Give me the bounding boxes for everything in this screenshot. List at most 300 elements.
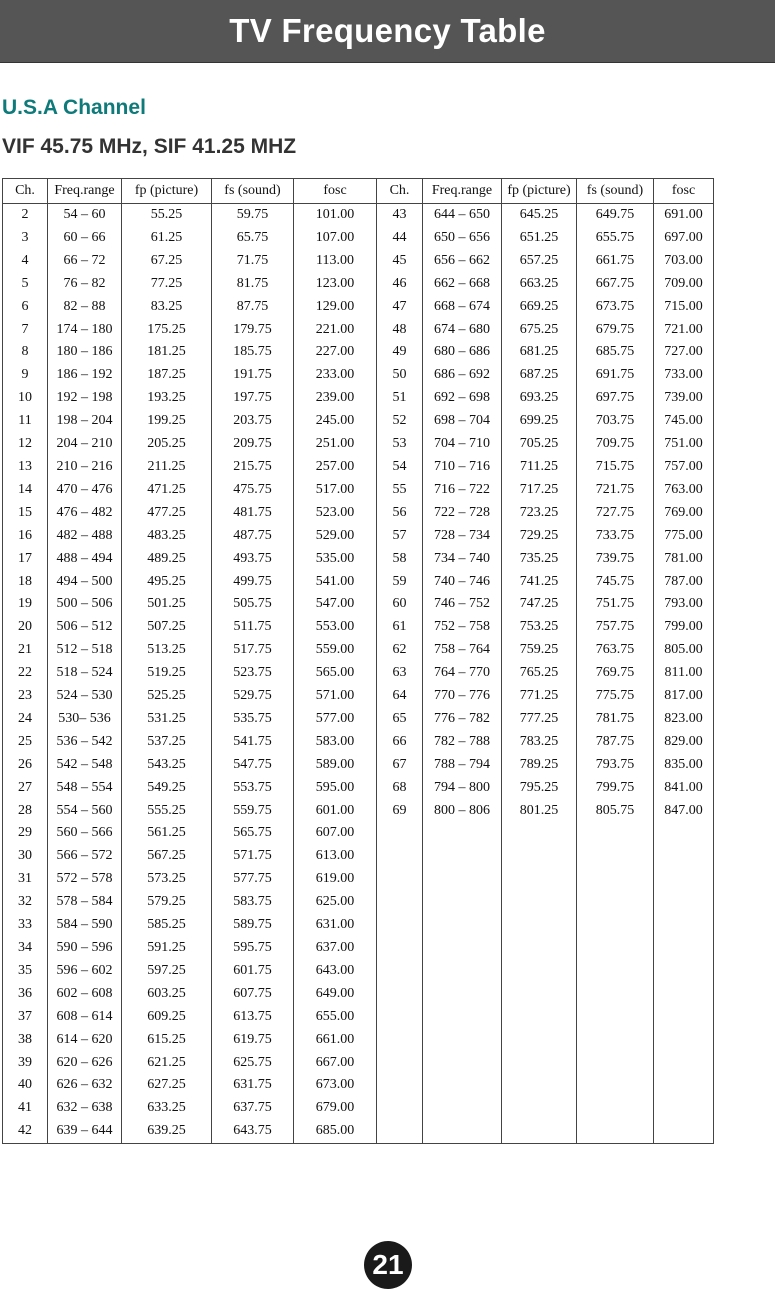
table-row: [3, 868, 714, 891]
table-cell: [654, 1006, 714, 1029]
table-cell: 36: [3, 983, 48, 1006]
table-cell: [423, 845, 502, 868]
table-cell: 769.75: [577, 662, 654, 685]
table-cell: [423, 868, 502, 891]
table-cell: [423, 914, 502, 937]
table-cell: 26: [3, 754, 48, 777]
table-row: [3, 891, 714, 914]
table-cell: 59.75: [212, 204, 294, 227]
table-cell: [502, 983, 577, 1006]
table-cell: 805.00: [654, 639, 714, 662]
table-cell: 699.25: [502, 410, 577, 433]
table-cell: 470 – 476: [48, 479, 122, 502]
table-cell: 47: [377, 296, 423, 319]
table-cell: 758 – 764: [423, 639, 502, 662]
table-cell: [423, 891, 502, 914]
table-cell: 632 – 638: [48, 1097, 122, 1120]
table-cell: 251.00: [294, 433, 377, 456]
table-cell: 239.00: [294, 387, 377, 410]
table-cell: 186 – 192: [48, 364, 122, 387]
table-cell: 609.25: [122, 1006, 212, 1029]
table-cell: 542 – 548: [48, 754, 122, 777]
table-cell: 770 – 776: [423, 685, 502, 708]
table-cell: [502, 891, 577, 914]
table-cell: 83.25: [122, 296, 212, 319]
table-cell: 25: [3, 731, 48, 754]
table-cell: 739.75: [577, 548, 654, 571]
table-cell: 543.25: [122, 754, 212, 777]
table-cell: 34: [3, 937, 48, 960]
table-cell: 794 – 800: [423, 777, 502, 800]
table-cell: 35: [3, 960, 48, 983]
table-cell: [654, 960, 714, 983]
table-cell: 193.25: [122, 387, 212, 410]
table-row: [3, 548, 714, 571]
table-cell: [654, 1097, 714, 1120]
table-cell: 481.75: [212, 502, 294, 525]
table-cell: 621.25: [122, 1052, 212, 1075]
table-cell: 517.00: [294, 479, 377, 502]
table-cell: 529.00: [294, 525, 377, 548]
table-cell: 751.00: [654, 433, 714, 456]
table-cell: 608 – 614: [48, 1006, 122, 1029]
table-cell: [423, 960, 502, 983]
table-cell: 192 – 198: [48, 387, 122, 410]
column-header: fosc: [294, 179, 377, 204]
table-cell: 547.00: [294, 593, 377, 616]
table-cell: 199.25: [122, 410, 212, 433]
table-cell: 56: [377, 502, 423, 525]
table-cell: 501.25: [122, 593, 212, 616]
column-header: Ch.: [3, 179, 48, 204]
table-cell: 801.25: [502, 800, 577, 823]
table-cell: 32: [3, 891, 48, 914]
column-header: Freq.range: [423, 179, 502, 204]
table-cell: 87.75: [212, 296, 294, 319]
table-cell: 667.00: [294, 1052, 377, 1075]
table-cell: 477.25: [122, 502, 212, 525]
table-cell: 227.00: [294, 341, 377, 364]
table-cell: 788 – 794: [423, 754, 502, 777]
table-cell: 10: [3, 387, 48, 410]
table-cell: 489.25: [122, 548, 212, 571]
table-row: [3, 456, 714, 479]
table-cell: 567.25: [122, 845, 212, 868]
table-cell: 5: [3, 273, 48, 296]
table-row: [3, 914, 714, 937]
table-cell: [654, 1052, 714, 1075]
table-cell: 8: [3, 341, 48, 364]
table-row: [3, 1097, 714, 1120]
table-cell: 631.00: [294, 914, 377, 937]
table-cell: 620 – 626: [48, 1052, 122, 1075]
table-cell: 615.25: [122, 1029, 212, 1052]
table-cell: 33: [3, 914, 48, 937]
table-row: [3, 960, 714, 983]
table-cell: 554 – 560: [48, 800, 122, 823]
table-cell: 705.25: [502, 433, 577, 456]
table-cell: [502, 1052, 577, 1075]
table-cell: 740 – 746: [423, 571, 502, 594]
table-cell: 12: [3, 433, 48, 456]
table-cell: [377, 1097, 423, 1120]
table-cell: 519.25: [122, 662, 212, 685]
table-cell: 54: [377, 456, 423, 479]
table-cell: 537.25: [122, 731, 212, 754]
table-cell: 685.75: [577, 341, 654, 364]
table-cell: 625.75: [212, 1052, 294, 1075]
table-cell: 717.25: [502, 479, 577, 502]
table-cell: 722 – 728: [423, 502, 502, 525]
table-cell: 179.75: [212, 319, 294, 342]
table-cell: [654, 1029, 714, 1052]
table-cell: 210 – 216: [48, 456, 122, 479]
table-cell: [377, 1029, 423, 1052]
table-cell: [577, 960, 654, 983]
table-cell: 191.75: [212, 364, 294, 387]
table-cell: 59: [377, 571, 423, 594]
table-cell: 51: [377, 387, 423, 410]
table-cell: [577, 983, 654, 1006]
table-cell: 555.25: [122, 800, 212, 823]
table-cell: 681.25: [502, 341, 577, 364]
table-cell: 799.00: [654, 616, 714, 639]
table-cell: [502, 822, 577, 845]
table-cell: [377, 1052, 423, 1075]
table-cell: 697.00: [654, 227, 714, 250]
table-cell: 7: [3, 319, 48, 342]
table-cell: 711.25: [502, 456, 577, 479]
table-cell: 24: [3, 708, 48, 731]
table-cell: 613.00: [294, 845, 377, 868]
table-cell: 129.00: [294, 296, 377, 319]
table-cell: 14: [3, 479, 48, 502]
table-cell: [502, 1029, 577, 1052]
table-cell: 482 – 488: [48, 525, 122, 548]
table-cell: 739.00: [654, 387, 714, 410]
table-cell: [577, 1074, 654, 1097]
table-cell: 781.00: [654, 548, 714, 571]
table-cell: 15: [3, 502, 48, 525]
table-cell: [502, 1120, 577, 1143]
table-cell: 65: [377, 708, 423, 731]
table-cell: 499.75: [212, 571, 294, 594]
table-cell: 679.00: [294, 1097, 377, 1120]
table-cell: 847.00: [654, 800, 714, 823]
table-cell: 560 – 566: [48, 822, 122, 845]
table-cell: 753.25: [502, 616, 577, 639]
table-cell: 67: [377, 754, 423, 777]
table-cell: [377, 1006, 423, 1029]
table-cell: 735.25: [502, 548, 577, 571]
table-cell: 3: [3, 227, 48, 250]
table-cell: 817.00: [654, 685, 714, 708]
table-row: [3, 479, 714, 502]
table-cell: [654, 1120, 714, 1143]
table-cell: 518 – 524: [48, 662, 122, 685]
table-row: [3, 273, 714, 296]
table-cell: 734 – 740: [423, 548, 502, 571]
table-cell: 17: [3, 548, 48, 571]
table-row: [3, 1029, 714, 1052]
table-row: [3, 800, 714, 823]
table-cell: 584 – 590: [48, 914, 122, 937]
table-cell: [654, 822, 714, 845]
table-cell: [577, 1029, 654, 1052]
table-row: [3, 571, 714, 594]
table-cell: [423, 983, 502, 1006]
table-cell: 57: [377, 525, 423, 548]
table-cell: [502, 1074, 577, 1097]
table-cell: [577, 891, 654, 914]
table-cell: 823.00: [654, 708, 714, 731]
table-cell: 571.75: [212, 845, 294, 868]
table-cell: 50: [377, 364, 423, 387]
table-row: [3, 616, 714, 639]
table-cell: [377, 983, 423, 1006]
table-cell: 559.75: [212, 800, 294, 823]
table-cell: 673.75: [577, 296, 654, 319]
column-header: fosc: [654, 179, 714, 204]
table-cell: 763.00: [654, 479, 714, 502]
table-cell: 572 – 578: [48, 868, 122, 891]
table-row: [3, 937, 714, 960]
table-cell: 107.00: [294, 227, 377, 250]
table-row: [3, 731, 714, 754]
table-cell: [502, 937, 577, 960]
table-cell: 639 – 644: [48, 1120, 122, 1143]
table-cell: 775.00: [654, 525, 714, 548]
table-cell: 60: [377, 593, 423, 616]
table-cell: 488 – 494: [48, 548, 122, 571]
page-title: TV Frequency Table: [229, 12, 546, 49]
table-cell: [502, 960, 577, 983]
table-cell: 771.25: [502, 685, 577, 708]
table-row: [3, 525, 714, 548]
table-cell: 76 – 82: [48, 273, 122, 296]
table-cell: 113.00: [294, 250, 377, 273]
table-row: [3, 662, 714, 685]
table-cell: 44: [377, 227, 423, 250]
page-number: 21: [372, 1249, 404, 1280]
table-cell: 565.00: [294, 662, 377, 685]
table-cell: 727.00: [654, 341, 714, 364]
table-cell: 693.25: [502, 387, 577, 410]
table-cell: 741.25: [502, 571, 577, 594]
table-cell: 745.00: [654, 410, 714, 433]
table-cell: 579.25: [122, 891, 212, 914]
table-cell: 571.00: [294, 685, 377, 708]
table-cell: 751.75: [577, 593, 654, 616]
table-header-row: [3, 179, 714, 204]
table-cell: 185.75: [212, 341, 294, 364]
table-cell: 52: [377, 410, 423, 433]
column-header: Freq.range: [48, 179, 122, 204]
table-cell: [423, 1097, 502, 1120]
table-cell: 709.00: [654, 273, 714, 296]
table-row: [3, 204, 714, 227]
table-cell: 561.25: [122, 822, 212, 845]
frequency-table: [2, 178, 714, 1144]
table-cell: 793.00: [654, 593, 714, 616]
frequency-subtitle: VIF 45.75 MHz, SIF 41.25 MHZ: [2, 135, 297, 158]
table-cell: 559.00: [294, 639, 377, 662]
table-cell: [577, 1006, 654, 1029]
table-cell: 800 – 806: [423, 800, 502, 823]
table-cell: 471.25: [122, 479, 212, 502]
table-cell: 829.00: [654, 731, 714, 754]
table-cell: 549.25: [122, 777, 212, 800]
table-cell: 781.75: [577, 708, 654, 731]
table-cell: [654, 1074, 714, 1097]
table-cell: 692 – 698: [423, 387, 502, 410]
table-cell: 631.75: [212, 1074, 294, 1097]
table-cell: 30: [3, 845, 48, 868]
table-cell: 175.25: [122, 319, 212, 342]
table-cell: 233.00: [294, 364, 377, 387]
table-row: [3, 387, 714, 410]
table-cell: [502, 1097, 577, 1120]
table-row: [3, 1074, 714, 1097]
table-cell: 626 – 632: [48, 1074, 122, 1097]
table-cell: [654, 983, 714, 1006]
table-cell: 69: [377, 800, 423, 823]
table-cell: 613.75: [212, 1006, 294, 1029]
table-cell: 180 – 186: [48, 341, 122, 364]
table-cell: 66 – 72: [48, 250, 122, 273]
table-cell: 63: [377, 662, 423, 685]
table-cell: 535.75: [212, 708, 294, 731]
table-cell: 680 – 686: [423, 341, 502, 364]
table-row: [3, 1052, 714, 1075]
table-cell: 757.00: [654, 456, 714, 479]
table-cell: 795.25: [502, 777, 577, 800]
table-cell: 523.75: [212, 662, 294, 685]
table-cell: 529.75: [212, 685, 294, 708]
table-cell: 668 – 674: [423, 296, 502, 319]
table-cell: 506 – 512: [48, 616, 122, 639]
table-cell: [423, 1006, 502, 1029]
table-cell: 805.75: [577, 800, 654, 823]
column-header: fs (sound): [577, 179, 654, 204]
table-cell: [577, 914, 654, 937]
table-cell: 710 – 716: [423, 456, 502, 479]
table-row: [3, 227, 714, 250]
table-cell: 669.25: [502, 296, 577, 319]
table-cell: 531.25: [122, 708, 212, 731]
table-cell: 619.00: [294, 868, 377, 891]
table-cell: 37: [3, 1006, 48, 1029]
table-cell: 727.75: [577, 502, 654, 525]
table-cell: 764 – 770: [423, 662, 502, 685]
table-row: [3, 639, 714, 662]
table-cell: 483.25: [122, 525, 212, 548]
table-cell: 752 – 758: [423, 616, 502, 639]
table-cell: [423, 937, 502, 960]
table-row: [3, 1120, 714, 1143]
table-cell: 687.25: [502, 364, 577, 387]
table-cell: 209.75: [212, 433, 294, 456]
table-cell: 215.75: [212, 456, 294, 479]
table-cell: [577, 845, 654, 868]
table-cell: 590 – 596: [48, 937, 122, 960]
table-cell: 703.75: [577, 410, 654, 433]
table-row: [3, 822, 714, 845]
table-cell: 512 – 518: [48, 639, 122, 662]
table-cell: 733.75: [577, 525, 654, 548]
table-cell: 698 – 704: [423, 410, 502, 433]
table-row: [3, 296, 714, 319]
table-cell: 511.75: [212, 616, 294, 639]
table-cell: 607.75: [212, 983, 294, 1006]
table-cell: 763.75: [577, 639, 654, 662]
table-cell: [377, 822, 423, 845]
table-cell: [423, 1120, 502, 1143]
table-cell: 9: [3, 364, 48, 387]
table-cell: [377, 937, 423, 960]
table-cell: 686 – 692: [423, 364, 502, 387]
page-number-badge: [364, 1241, 412, 1289]
table-cell: 475.75: [212, 479, 294, 502]
table-cell: 585.25: [122, 914, 212, 937]
table-cell: 16: [3, 525, 48, 548]
table-cell: 595.00: [294, 777, 377, 800]
table-row: [3, 754, 714, 777]
table-cell: 614 – 620: [48, 1029, 122, 1052]
table-cell: [423, 822, 502, 845]
table-cell: 723.25: [502, 502, 577, 525]
table-cell: 704 – 710: [423, 433, 502, 456]
table-cell: 67.25: [122, 250, 212, 273]
table-cell: 583.75: [212, 891, 294, 914]
table-cell: [577, 1120, 654, 1143]
table-cell: 77.25: [122, 273, 212, 296]
table-cell: 65.75: [212, 227, 294, 250]
table-cell: 777.25: [502, 708, 577, 731]
table-cell: 82 – 88: [48, 296, 122, 319]
table-cell: 657.25: [502, 250, 577, 273]
table-cell: [377, 960, 423, 983]
table-cell: 775.75: [577, 685, 654, 708]
table-cell: [654, 914, 714, 937]
table-cell: 601.00: [294, 800, 377, 823]
table-cell: 19: [3, 593, 48, 616]
table-row: [3, 502, 714, 525]
table-cell: 548 – 554: [48, 777, 122, 800]
table-cell: 765.25: [502, 662, 577, 685]
table-cell: 22: [3, 662, 48, 685]
table-cell: 64: [377, 685, 423, 708]
table-cell: 61: [377, 616, 423, 639]
table-cell: 257.00: [294, 456, 377, 479]
table-row: [3, 777, 714, 800]
column-header: Ch.: [377, 179, 423, 204]
table-cell: 662 – 668: [423, 273, 502, 296]
table-cell: 524 – 530: [48, 685, 122, 708]
table-cell: 649.75: [577, 204, 654, 227]
table-cell: 783.25: [502, 731, 577, 754]
table-cell: 627.25: [122, 1074, 212, 1097]
table-cell: 55: [377, 479, 423, 502]
table-cell: 46: [377, 273, 423, 296]
table-cell: 841.00: [654, 777, 714, 800]
table-cell: 596 – 602: [48, 960, 122, 983]
table-cell: 45: [377, 250, 423, 273]
table-cell: [502, 868, 577, 891]
table-cell: 645.25: [502, 204, 577, 227]
table-cell: 101.00: [294, 204, 377, 227]
table-cell: 61.25: [122, 227, 212, 250]
